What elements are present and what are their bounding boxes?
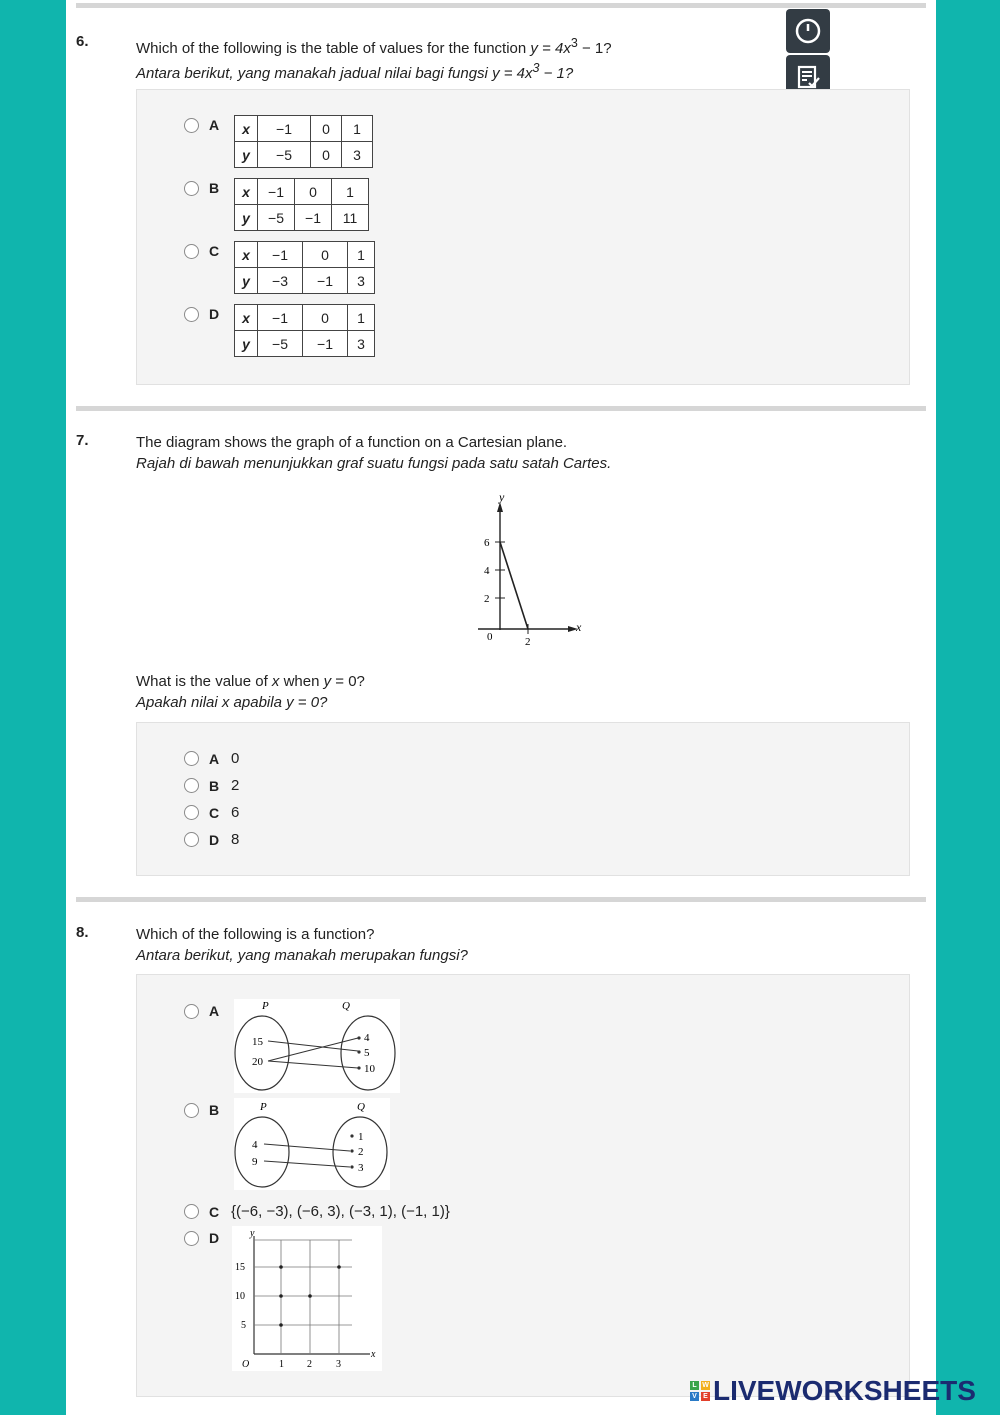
option-b[interactable] — [184, 1102, 223, 1118]
table-cell: −1 — [258, 305, 303, 331]
divider — [76, 3, 926, 8]
coordinate-grid — [232, 1226, 382, 1371]
q6-text-en-suffix: − 1? — [577, 40, 612, 57]
table-cell: 3 — [348, 331, 375, 357]
q6-text-my-prefix: Antara berikut, yang manakah jadual nilai bagi fungsi — [136, 65, 493, 82]
radio-button[interactable] — [184, 1004, 199, 1019]
element-dot — [350, 1165, 353, 1168]
table-cell: 0 — [295, 179, 332, 205]
element-label: 4 — [364, 1032, 370, 1044]
origin-label: 0 — [487, 631, 493, 643]
element-dot — [357, 1050, 360, 1053]
option-letter: D — [209, 1230, 220, 1246]
tick-label: 2 — [484, 593, 490, 605]
element-label: 4 — [252, 1139, 258, 1151]
answer-box — [136, 722, 910, 876]
element-label: 2 — [358, 1146, 364, 1158]
q7-sub-en-var-y: y — [323, 673, 332, 690]
element-dot — [357, 1066, 360, 1069]
option-c[interactable] — [184, 804, 239, 821]
option-letter: B — [209, 1102, 220, 1118]
table-cell: x — [235, 116, 258, 142]
y-label: y — [250, 1228, 255, 1239]
question-number: 8. — [76, 924, 89, 941]
logo-tile: W — [702, 1382, 709, 1389]
set-label: Q — [357, 1101, 365, 1113]
tick-label: 1 — [279, 1359, 284, 1370]
option-d[interactable] — [184, 306, 223, 322]
table-cell: 0 — [311, 142, 342, 168]
option-letter: D — [209, 831, 220, 848]
table-cell: x — [235, 305, 258, 331]
table-cell: 0 — [303, 242, 348, 268]
tick-label: 4 — [484, 565, 490, 577]
table-cell: −1 — [295, 205, 332, 231]
data-point — [279, 1323, 283, 1327]
option-letter: A — [209, 1003, 220, 1019]
data-point — [337, 1265, 341, 1269]
q7-sub-en-var-x: x — [271, 673, 280, 690]
option-d[interactable] — [184, 831, 239, 848]
table-cell: −1 — [258, 179, 295, 205]
table-cell: 3 — [342, 142, 373, 168]
table-cell: −1 — [303, 331, 348, 357]
origin-label: O — [242, 1359, 250, 1370]
tick-label: 5 — [241, 1320, 246, 1331]
y-label: y — [499, 490, 505, 504]
q6-text-my-suffix: − 1? — [539, 65, 574, 82]
option-value: 8 — [231, 831, 240, 848]
radio-button[interactable] — [184, 805, 199, 820]
q6-function-en: y = 4x — [530, 40, 571, 57]
table-cell: −5 — [258, 205, 295, 231]
timer-button[interactable] — [786, 9, 830, 53]
table-cell: −1 — [303, 268, 348, 294]
option-letter: C — [209, 243, 220, 259]
element-label: 3 — [358, 1162, 364, 1174]
option-letter: B — [209, 180, 220, 196]
option-letter: D — [209, 306, 220, 322]
option-d[interactable] — [184, 1230, 223, 1246]
option-value: {(−6, −3), (−6, 3), (−3, 1), (−1, 1)} — [231, 1203, 450, 1220]
option-value: 0 — [231, 750, 240, 767]
q6-function-my: y = 4x — [492, 65, 533, 82]
tick-label: 2 — [525, 636, 531, 648]
set-label: P — [262, 1000, 269, 1012]
table-cell: 1 — [348, 242, 375, 268]
table-cell: −3 — [258, 268, 303, 294]
option-b[interactable] — [184, 180, 223, 196]
table-cell: y — [235, 268, 258, 294]
liveworksheets-logo — [690, 1375, 976, 1407]
data-point — [279, 1294, 283, 1298]
logo-mark — [690, 1381, 710, 1401]
checklist-icon — [794, 63, 822, 91]
divider — [76, 406, 926, 411]
option-a[interactable] — [184, 1003, 223, 1019]
q6-exponent-en: 3 — [570, 36, 578, 50]
sub-question-en — [136, 671, 365, 692]
element-label: 5 — [364, 1047, 370, 1059]
element-dot — [357, 1036, 360, 1039]
option-value: 2 — [231, 777, 240, 794]
option-b[interactable] — [184, 777, 239, 794]
option-value: 6 — [231, 804, 240, 821]
value-table — [234, 241, 375, 294]
radio-button[interactable] — [184, 751, 199, 766]
table-cell: −5 — [258, 142, 311, 168]
question-text-en: The diagram shows the graph of a function on a Cartesian plane. — [136, 434, 568, 451]
tick-label: 2 — [307, 1359, 312, 1370]
element-label: 1 — [358, 1131, 364, 1143]
logo-tile: E — [701, 1392, 710, 1401]
value-table — [234, 304, 375, 357]
question-text-my: Antara berikut, yang manakah merupakan fungsi? — [136, 947, 468, 964]
option-letter: A — [209, 117, 220, 133]
element-dot — [350, 1149, 353, 1152]
option-letter: C — [209, 804, 220, 821]
value-table — [234, 115, 373, 168]
divider — [76, 897, 926, 902]
radio-button[interactable] — [184, 1204, 199, 1219]
question-text-my: Rajah di bawah menunjukkan graf suatu fungsi pada satu satah Cartes. — [136, 455, 612, 472]
tick-label: 10 — [235, 1291, 245, 1302]
set-label: Q — [342, 1000, 350, 1012]
question-text-en — [136, 33, 612, 59]
function-line — [500, 542, 528, 629]
q7-sub-en-part: = 0? — [331, 673, 365, 690]
set-label: P — [260, 1101, 267, 1113]
table-cell: 1 — [342, 116, 373, 142]
table-cell: 0 — [303, 305, 348, 331]
table-cell: y — [235, 331, 258, 357]
logo-tile: V — [690, 1392, 699, 1401]
q6-text-en-prefix: Which of the following is the table of values for the function — [136, 40, 531, 57]
value-table — [234, 178, 369, 231]
table-cell: 1 — [348, 305, 375, 331]
radio-button[interactable] — [184, 118, 199, 133]
table-cell: −1 — [258, 242, 303, 268]
element-label: 10 — [364, 1063, 375, 1075]
element-dot — [350, 1134, 353, 1137]
tick-label: 3 — [336, 1359, 341, 1370]
radio-button[interactable] — [184, 778, 199, 793]
option-a[interactable] — [184, 750, 239, 767]
table-cell: y — [235, 205, 258, 231]
radio-button[interactable] — [184, 307, 199, 322]
x-label: x — [371, 1349, 376, 1360]
table-cell: 11 — [332, 205, 369, 231]
logo-tile: L — [690, 1381, 699, 1390]
question-text-my — [136, 58, 573, 84]
cartesian-graph — [470, 490, 590, 650]
table-cell: −1 — [258, 116, 311, 142]
option-letter: B — [209, 777, 220, 794]
question-number: 6. — [76, 33, 89, 50]
table-cell: 3 — [348, 268, 375, 294]
table-cell: 1 — [332, 179, 369, 205]
q7-sub-en-part: What is the value of — [136, 673, 272, 690]
element-label: 9 — [252, 1156, 258, 1168]
radio-button[interactable] — [184, 1231, 199, 1246]
sub-question-my: Apakah nilai x apabila y = 0? — [136, 694, 328, 711]
timer-icon — [794, 17, 822, 45]
radio-button[interactable] — [184, 832, 199, 847]
brand-name: LIVEWORKSHEETS — [713, 1375, 976, 1406]
option-letter: A — [209, 750, 220, 767]
table-cell: x — [235, 242, 258, 268]
radio-button[interactable] — [184, 181, 199, 196]
radio-button[interactable] — [184, 1103, 199, 1118]
table-cell: −5 — [258, 331, 303, 357]
arrow-diagram-a — [234, 999, 400, 1093]
option-letter: C — [209, 1203, 220, 1220]
option-c[interactable] — [184, 1203, 450, 1220]
element-label: 15 — [252, 1036, 263, 1048]
arrow-diagram-b — [234, 1098, 390, 1190]
table-cell: x — [235, 179, 258, 205]
x-label: x — [576, 620, 582, 634]
data-point — [308, 1294, 312, 1298]
question-number: 7. — [76, 432, 89, 449]
q7-sub-en-part: when — [279, 673, 324, 690]
radio-button[interactable] — [184, 244, 199, 259]
table-cell: y — [235, 142, 258, 168]
question-text-en: Which of the following is a function? — [136, 926, 375, 943]
table-cell: 0 — [311, 116, 342, 142]
element-label: 20 — [252, 1056, 263, 1068]
tick-label: 6 — [484, 537, 490, 549]
option-c[interactable] — [184, 243, 223, 259]
data-point — [279, 1265, 283, 1269]
tick-label: 15 — [235, 1262, 245, 1273]
q6-exponent-my: 3 — [532, 61, 540, 75]
option-a[interactable] — [184, 117, 223, 133]
